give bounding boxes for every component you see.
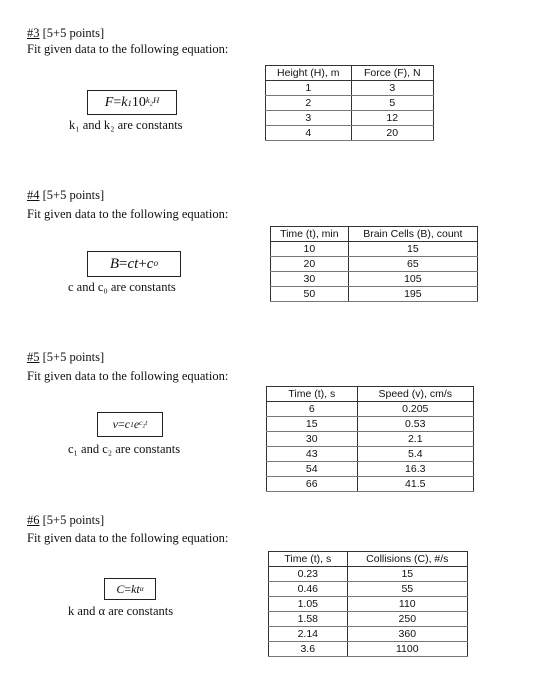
table-header: Time (t), s: [267, 387, 358, 402]
table-row: 10 15: [271, 242, 478, 257]
table-row: 3.6 1100: [269, 642, 468, 657]
data-table: [266, 386, 474, 492]
table-row: 50 195: [271, 287, 478, 302]
problem-heading: [27, 188, 104, 203]
problem-heading: [27, 513, 104, 528]
table-row: 1.05 110: [269, 597, 468, 612]
table-row: 30 2.1: [267, 432, 474, 447]
problem-instruction: Fit given data to the following equation:: [27, 531, 229, 545]
equation-box: v = c 1 e $c_2t$: [97, 412, 163, 437]
constants-note: c₁ and c₂ are constants: [68, 442, 181, 456]
data-table: [270, 226, 478, 302]
table-row: 1.58 250: [269, 612, 468, 627]
table-header: Time (t), s: [269, 552, 348, 567]
problem-heading: [27, 26, 104, 41]
table-row: 15 0.53: [267, 417, 474, 432]
table-row: 20 65: [271, 257, 478, 272]
table-row: 1 3: [266, 81, 434, 96]
problem-heading: [27, 350, 104, 365]
table-row: 3 12: [266, 111, 434, 126]
equation-box: B = ct + c o: [87, 251, 181, 277]
constants-note: k₁ and k₂ are constants: [69, 118, 183, 132]
constants-note: k and α are constants: [68, 604, 174, 618]
table-header: Brain Cells (B), count: [348, 227, 477, 242]
problem-instruction: Fit given data to the following equation:: [27, 369, 229, 383]
problem-number: #6: [27, 513, 40, 527]
table-header: Force (F), N: [351, 66, 434, 81]
table-row: 2 5: [266, 96, 434, 111]
problem-instruction: Fit given data to the following equation:: [27, 207, 229, 221]
problem-points: [5+5 points]: [42, 26, 105, 40]
problem-number: #4: [27, 188, 40, 202]
data-table: [265, 65, 434, 141]
problem-points: [5+5 points]: [42, 513, 105, 527]
equation-box: F = k 1 10 $k_2H$: [87, 90, 177, 115]
data-table: [268, 551, 468, 657]
table-row: 2.14 360: [269, 627, 468, 642]
table-row: 30 105: [271, 272, 478, 287]
table-header: Collisions (C), #/s: [347, 552, 467, 567]
table-row: 66 41.5: [267, 477, 474, 492]
problem-points: [5+5 points]: [42, 350, 105, 364]
table-row: 4 20: [266, 126, 434, 141]
table-header: Time (t), min: [271, 227, 349, 242]
constants-note: c and c₀ are constants: [68, 280, 176, 294]
table-header: Height (H), m: [266, 66, 352, 81]
table-row: 54 16.3: [267, 462, 474, 477]
equation-box: C = kt α: [104, 578, 156, 600]
problem-number: #5: [27, 350, 40, 364]
table-header: Speed (v), cm/s: [357, 387, 473, 402]
problem-number: #3: [27, 26, 40, 40]
table-row: 0.23 15: [269, 567, 468, 582]
table-row: 43 5.4: [267, 447, 474, 462]
problem-instruction: Fit given data to the following equation:: [27, 42, 229, 56]
table-row: 6 0.205: [267, 402, 474, 417]
problem-points: [5+5 points]: [42, 188, 105, 202]
table-row: 0.46 55: [269, 582, 468, 597]
